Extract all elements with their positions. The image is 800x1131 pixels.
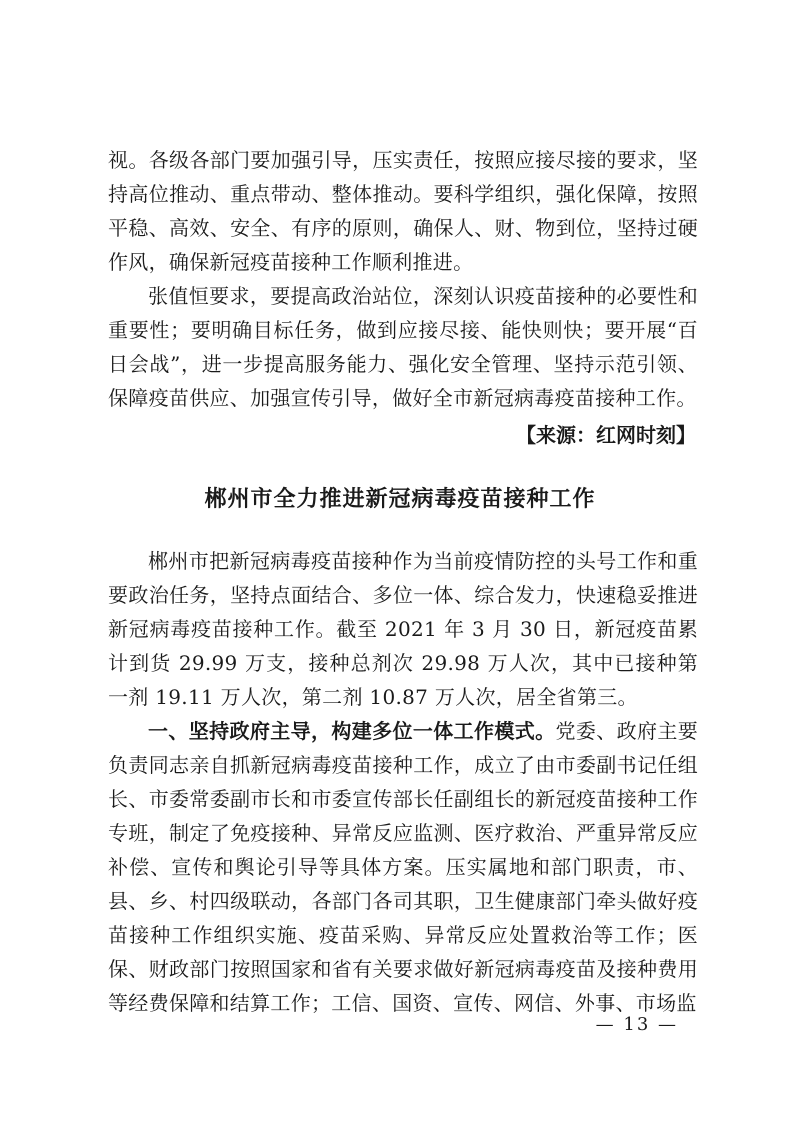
article-title: 郴州市全力推进新冠病毒疫苗接种工作	[204, 487, 596, 512]
paragraph-requirements: 张值恒要求，要提高政治站位，深刻认识疫苗接种的必要性和重要性；要明确目标任务，做到应接尽接、能快则快；要开展“百日会战”，进一步提高服务能力、强化安全管理、坚持示范引领、保障疫苗供应、加强宣传引导，做好全市新冠病毒疫苗接种工作。	[108, 284, 698, 410]
source-attribution: 【来源：红网时刻】	[516, 423, 696, 447]
section-one-heading: 一、坚持政府主导，构建多位一体工作模式。	[148, 719, 556, 743]
page-number: — 13 —	[595, 1014, 678, 1035]
paragraph-intro: 郴州市把新冠病毒疫苗接种作为当前疫情防控的头号工作和重要政治任务，坚持点面结合、多位一体、综合发力，快速稳妥推进新冠病毒疫苗接种工作。截至 2021 年 3 月 30 日，新冠疫苗累计到货 29.99 万支，接种总剂次 29.98 万人次，其中已接种第一剂 19.11 万人次，第二剂 10.87 万人次，居全省第三。	[108, 549, 698, 709]
paragraph-continuation: 视。各级各部门要加强引导，压实责任，按照应接尽接的要求，坚持高位推动、重点带动、整体推动。要科学组织，强化保障，按照平稳、高效、安全、有序的原则，确保人、财、物到位，坚持过硬作风，确保新冠疫苗接种工作顺利推进。	[108, 148, 698, 274]
section-one-body: 党委、政府主要负责同志亲自抓新冠病毒疫苗接种工作，成立了由市委副书记任组长、市委常委副市长和市委宣传部长任副组长的新冠疫苗接种工作专班，制定了免疫接种、异常反应监测、医疗救治、严重异常反应补偿、宣传和舆论引导等具体方案。压实属地和部门职责，市、县、乡、村四级联动，各部门各司其职，卫生健康部门牵头做好疫苗接种工作组织实施、疫苗采购、异常反应处置救治等工作；医保、财政部门按照国家和省有关要求做好新冠病毒疫苗及接种费用等经费保障和结算工作；工信、国资、宣传、网信、外事、市场监	[108, 719, 699, 1015]
paragraph-section-one	[108, 714, 698, 1020]
